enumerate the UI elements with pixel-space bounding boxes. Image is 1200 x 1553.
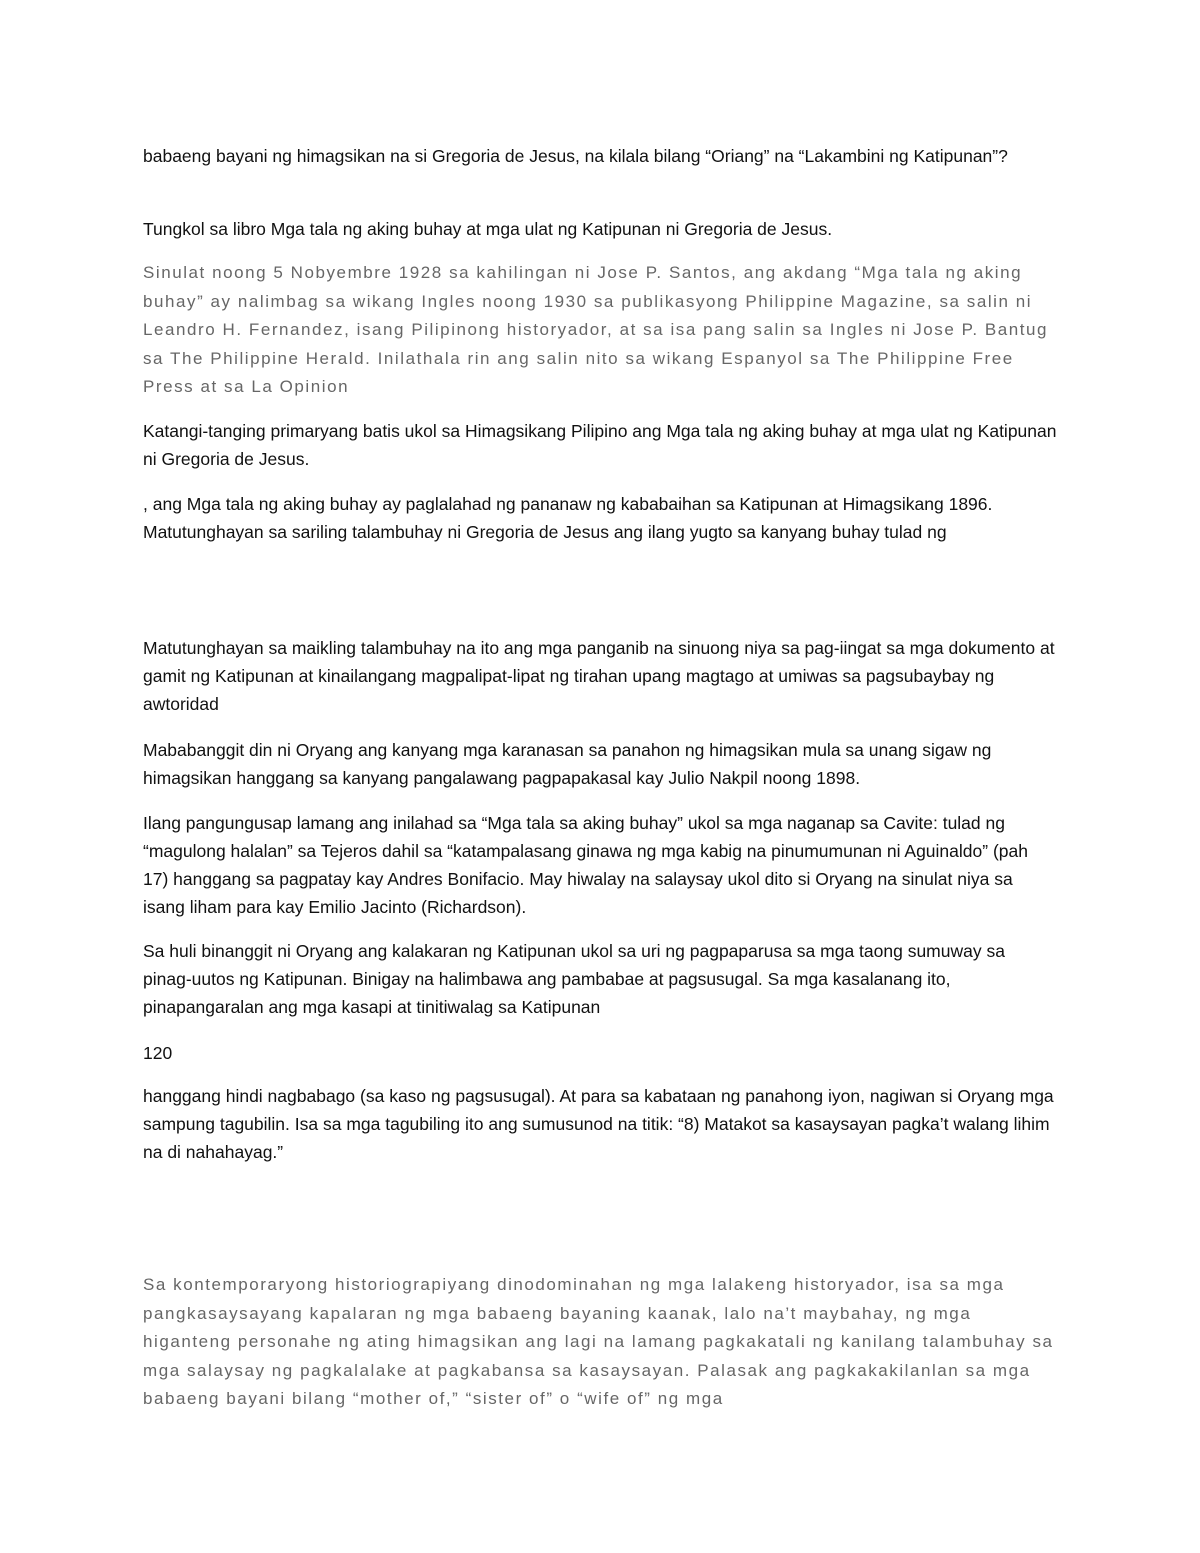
paragraph-experiences: Mababanggit din ni Oryang ang kanyang mga karanasan sa panahon ng himagsikan mula sa unang sigaw ng himagsikan hanggang sa kanyang pangalawang pagpapakasal kay Julio Nakpil noong 1898. <box>143 740 992 788</box>
paragraph-about-book: Tungkol sa libro Mga tala ng aking buhay at mga ulat ng Katipunan ni Gregoria de Jesus. <box>143 219 833 239</box>
paragraph-historiography: Sa kontemporaryong historiograpiyang dinodominahan ng mga lalakeng historyador, isa sa mga pangkasaysayang kapalaran ng mga babaeng bayaning kaanak, lalo na’t maybahay, ng mga higanteng personahe ng ating himagsikan ang lagi na lamang pagkakatali ng kanilang talambuhay sa mga salaysay ng pagkalalake at pagkabansa sa kasaysayan. Palasak ang pagkakakilanlan sa mga babaeng bayani bilang “mother of,” “sister of” o “wife of” ng mga <box>143 1275 1054 1408</box>
paragraph-publication-history: Sinulat noong 5 Nobyembre 1928 sa kahilingan ni Jose P. Santos, ang akdang “Mga tala ng aking buhay” ay nalimbag sa wikang Ingles noong 1930 sa publikasyong Philippine Magazine, sa salin ni Leandro H. Fernandez, isang Pilipinong historyador, at sa isa pang salin sa Ingles ni Jose P. Bantug sa The Philippine Herald. Inilathala rin ang salin nito sa wikang Espanyol sa The Philippine Free Press at sa La Opinion <box>143 263 1049 396</box>
paragraph-primary-source: Katangi-tanging primaryang batis ukol sa Himagsikang Pilipino ang Mga tala ng aking buhay at mga ulat ng Katipunan ni Gregoria de Jesus. <box>143 421 1057 469</box>
paragraph-punishments: Sa huli binanggit ni Oryang ang kalakaran ng Katipunan ukol sa uri ng pagpaparusa sa mga taong sumuway sa pinag-uutos ng Katipunan. Binigay na halimbawa ang pambabae at pagsusugal. Sa mga kasalanang ito, pinapangaralan ang mga kasapi at tinitiwalag sa Katipunan <box>143 941 1005 1017</box>
paragraph-womens-perspective: , ang Mga tala ng aking buhay ay paglalahad ng pananaw ng kababaihan sa Katipunan at Himagsikang 1896. Matutunghayan sa sariling talambuhay ni Gregoria de Jesus ang ilang yugto sa kanyang buhay tulad ng <box>143 494 993 542</box>
paragraph-cavite-events: Ilang pangungusap lamang ang inilahad sa “Mga tala sa aking buhay” ukol sa mga naganap sa Cavite: tulad ng “magulong halalan” sa Tejeros dahil sa “katampalasang ginawa ng mga kabig na pinumumunan ni Aguinaldo” (pah 17) hanggang sa pagpatay kay Andres Bonifacio. May hiwalay na salaysay ukol dito si Oryang na sinulat niya sa isang liham para kay Emilio Jacinto (Richardson). <box>143 813 1028 917</box>
paragraph-dangers: Matutunghayan sa maikling talambuhay na ito ang mga panganib na sinuong niya sa pag-iingat sa mga dokumento at gamit ng Katipunan at kinailangang magpalipat-lipat ng tirahan upang magtago at umiwas sa pagsubaybay ng awtoridad <box>143 638 1055 714</box>
paragraph-ten-guidelines: hanggang hindi nagbabago (sa kaso ng pagsusugal). At para sa kabataan ng panahong iyon, nagiwan si Oryang mga sampung tagubilin. Isa sa mga tagubiling ito ang sumusunod na titik: “8) Matakot sa kasaysayan pagka’t walang lihim na di nahahayag.” <box>143 1086 1054 1162</box>
page-number: 120 <box>143 1043 173 1063</box>
paragraph-gregoria-intro: babaeng bayani ng himagsikan na si Gregoria de Jesus, na kilala bilang “Oriang” na “Lakambini ng Katipunan”? <box>143 146 1008 166</box>
